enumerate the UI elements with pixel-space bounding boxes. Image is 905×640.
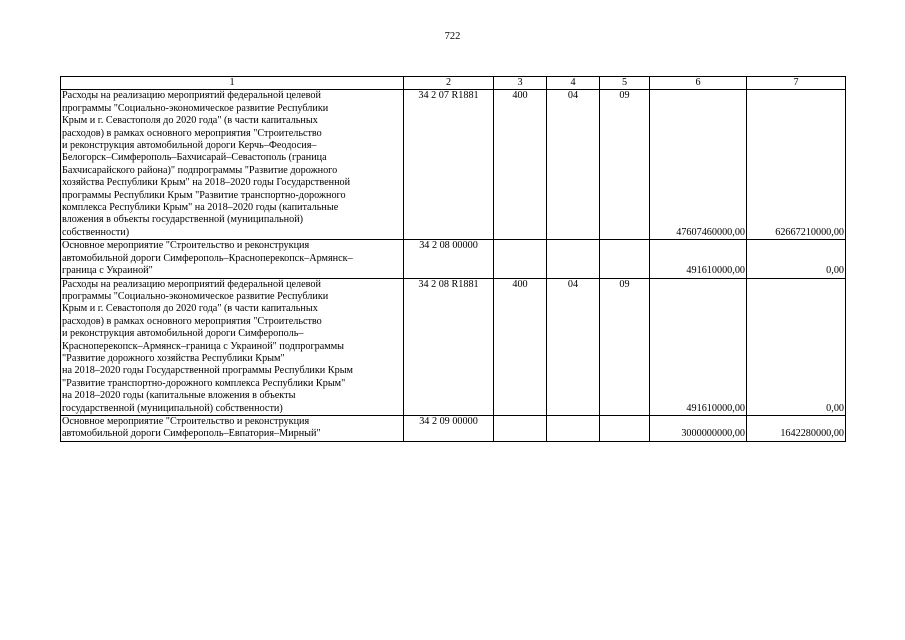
description-line: на 2018–2020 годы (капитальные вложения в объекты [62,390,296,402]
description-line: Основное мероприятие "Строительство и реконструкция [62,415,310,427]
page-number: 722 [444,31,461,42]
amount-col7-cell: 0,00 [747,278,846,415]
amount-col7-cell: 1642280000,00 [747,415,846,441]
header-cell-1: 1 [61,77,404,90]
description-line: комплекса Республики Крым" на 2018–2020 годы (капитальные [62,202,339,214]
description-line: программы "Социально-экономическое развитие Республики [62,290,329,302]
amount-col6-cell: 491610000,00 [650,278,747,415]
description-line: Расходы на реализацию мероприятий федеральной целевой [62,278,321,290]
section-cell: 04 [547,90,600,240]
description-line: "Развитие дорожного хозяйства Республики Крым" [62,352,285,364]
expense-type-cell [494,240,547,278]
description-line: Крым и г. Севастополя до 2020 года" (в части капитальных [62,303,318,315]
amount-col6-cell: 491610000,00 [650,240,747,278]
description-line: хозяйства Республики Крым" на 2018–2020 годы Государственной [62,177,351,189]
table-row [61,240,846,278]
description-line: расходов) в рамках основного мероприятия "Строительство [62,127,322,139]
section-cell [547,415,600,441]
header-cell-2: 2 [404,77,494,90]
description-line: Расходы на реализацию мероприятий федеральной целевой [62,90,321,102]
subsection-cell: 09 [600,90,650,240]
expense-type-cell: 400 [494,278,547,415]
description-line: вложения в объекты государственной (муниципальной) [62,214,304,226]
description-cell [61,278,404,415]
target-article-code-cell: 34 2 08 R1881 [404,278,494,415]
description-line: государственной (муниципальной) собственности) [62,402,283,414]
subsection-cell: 09 [600,278,650,415]
description-line: Основное мероприятие "Строительство и реконструкция [62,240,310,252]
header-row [61,77,846,90]
description-line: Бахчисарайского района)" подпрограммы "Развитие дорожного [62,164,338,176]
description-line: автомобильной дороги Симферополь–Красноперекопск–Армянск– [62,252,353,264]
description-cell [61,240,404,278]
amount-col7-cell: 62667210000,00 [747,90,846,240]
target-article-code-cell: 34 2 09 00000 [404,415,494,441]
target-article-code-cell: 34 2 08 00000 [404,240,494,278]
expense-type-cell: 400 [494,90,547,240]
description-line: "Развитие транспортно-дорожного комплекса Республики Крым" [62,377,346,389]
amount-col6-cell: 3000000000,00 [650,415,747,441]
description-line: и реконструкция автомобильной дороги Керчь–Феодосия– [62,140,317,152]
header-cell-6: 6 [650,77,747,90]
description-line: Крым и г. Севастополя до 2020 года" (в части капитальных [62,115,318,127]
amount-col7-cell: 0,00 [747,240,846,278]
description-line: Белогорск–Симферополь–Бахчисарай–Севастополь (граница [62,152,327,164]
description-line: собственности) [62,226,130,238]
description-line: автомобильной дороги Симферополь–Евпатория–Мирный" [62,428,321,440]
section-cell [547,240,600,278]
description-cell [61,415,404,441]
description-line: программы Республики Крым "Развитие транспортно-дорожного [62,189,346,201]
table-row [61,90,846,240]
header-cell-5: 5 [600,77,650,90]
section-cell: 04 [547,278,600,415]
description-line: программы "Социально-экономическое развитие Республики [62,102,329,114]
table-row [61,278,846,415]
description-line: на 2018–2020 годы Государственной программы Республики Крым [62,365,353,377]
table-row [61,415,846,441]
budget-table [60,76,846,442]
subsection-cell [600,240,650,278]
subsection-cell [600,415,650,441]
target-article-code-cell: 34 2 07 R1881 [404,90,494,240]
amount-col6-cell: 47607460000,00 [650,90,747,240]
description-cell [61,90,404,240]
description-line: и реконструкция автомобильной дороги Симферополь– [62,328,304,340]
description-line: Красноперекопск–Армянск–граница с Украиной" подпрограммы [62,340,344,352]
description-line: расходов) в рамках основного мероприятия "Строительство [62,315,322,327]
header-cell-3: 3 [494,77,547,90]
expense-type-cell [494,415,547,441]
header-cell-7: 7 [747,77,846,90]
header-cell-4: 4 [547,77,600,90]
description-line: граница с Украиной" [62,265,153,277]
